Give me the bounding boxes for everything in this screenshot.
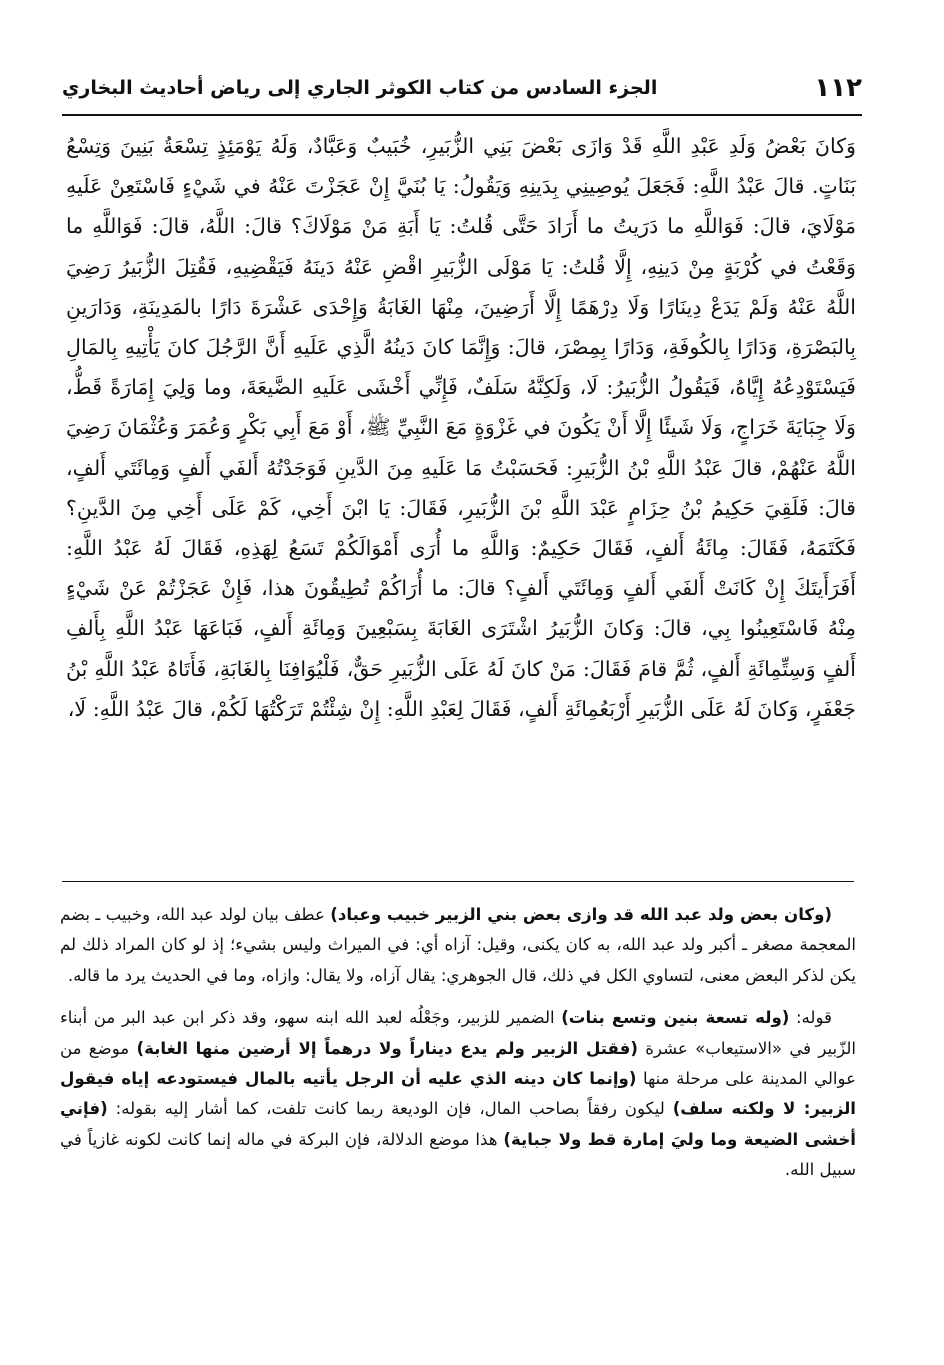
quoted-phrase: (وإنما كان دينه الذي عليه أن الرجل يأتيه بالمال فيستودعه إياه فيقول الزبير: لا ولكنه سلف) bbox=[60, 1069, 856, 1119]
commentary-paragraph-2 bbox=[60, 1003, 856, 1185]
quoted-phrase: (وكان بعض ولد عبد الله قد وازى بعض بني الزبير خبيب وعباد) bbox=[330, 905, 832, 924]
running-title: الجزء السادس من كتاب الكوثر الجاري إلى رياض أحاديث البخاري bbox=[62, 77, 658, 99]
commentary-text: موضع من عوالي المدينة على مرحلة منها bbox=[60, 1038, 856, 1089]
commentary-text: ليكون رفقاً بصاحب المال، فإن الوديعة ربما كانت تلفت، كما أشار إليه بقوله: bbox=[107, 1099, 673, 1119]
hadith-paragraph: وَكانَ بَعْضُ وَلَدِ عَبْدِ اللَّهِ قَدْ وَازَى بَعْضَ بَنِي الزُّبَيرِ، خُبَيبٌ وَعَبَّادٌ، وَلَهُ يَوْمَئِذٍ تِسْعَةُ بَنِينَ وَتِسْعُ بَنَاتٍ. قالَ عَبْدُ اللَّهِ: فَجَعَلَ يُوصِينِي بِدَينِهِ وَيَقُولُ: يَا بُنَيَّ إِنْ عَجَزْتَ عَنْهُ في شَيْءٍ فَاسْتَعِنْ عَلَيهِ مَوْلَايَ، قالَ: فَوَاللَّهِ ما دَرَيتُ ما أَرَادَ حَتَّى قُلتُ: يَا أَبَةِ مَنْ مَوْلَاكَ؟ قالَ: اللَّهُ، قالَ: فَوَاللَّهِ ما وَقَعْتُ في كُرْبَةٍ مِنْ دَينِهِ، إِلَّا قُلتُ: يَا مَوْلَى الزُّبَيرِ اقْضِ عَنْهُ دَينَهُ فَيَقْضِيهِ، فَقُتِلَ الزُّبَيرُ رَضِيَ اللَّهُ عَنْهُ وَلَمْ يَدَعْ دِينَارًا وَلَا دِرْهَمًا إِلَّا أَرَضِينَ، مِنْهَا الغَابَةُ وَإِحْدَى عَشْرَةَ دَارًا بالمَدِينَةِ، وَدَارَينِ بِالبَصْرَةِ، وَدَارًا بِالكُوفَةِ، وَدَارًا بِمِصْرَ، قالَ: وَإِنَّمَا كانَ دَينُهُ الَّذِي عَلَيهِ أَنَّ الرَّجُلَ كانَ يَأْتِيهِ بِالمَالِ فَيَسْتَوْدِعُهُ إِيَّاهُ، فَيَقُولُ الزُّبَيرُ: لَا، وَلَكِنَّهُ سَلَفٌ، فَإِنِّي أَخْشَى عَلَيهِ الضَّيعَةَ، وما وَلِيَ إِمَارَةً قَطُّ، وَلَا جِبَايَةَ خَرَاجٍ، وَلَا شَيئًا إِلَّا أَنْ يَكُونَ في غَزْوَةٍ مَعَ النَّبِيِّ ﷺ، أَوْ مَعَ أَبِي بَكْرٍ وَعُمَرَ وَعُثْمَانَ رَضِيَ اللَّهُ عَنْهُمْ، قالَ عَبْدُ اللَّهِ بْنُ الزُّبَيرِ: فَحَسَبْتُ مَا عَلَيهِ مِنَ الدَّينِ فَوَجَدْتُهُ أَلفَي أَلفٍ وَمِائَتَي أَلفٍ، قالَ: فَلَقِيَ حَكِيمُ بْنُ حِزَامٍ عَبْدَ اللَّهِ بْنَ الزُّبَيرِ، فَقَالَ: يَا ابْنَ أَخِي، كَمْ عَلَى أَخِي مِنَ الدَّينِ؟ فَكَتَمَهُ، فَقَالَ: مِائَةُ أَلفٍ، فَقَالَ حَكِيمٌ: وَاللَّهِ ما أُرَى أَمْوَالَكُمْ تَسَعُ لِهَذِهِ، فَقَالَ لَهُ عَبْدُ اللَّهِ: أَفَرَأَيتَكَ إِنْ كَانَتْ أَلفَي أَلفٍ وَمِائَتَي أَلفٍ؟ قالَ: ما أُرَاكُمْ تُطِيقُونَ هذا، فَإِنْ عَجَزْتُمْ عَنْ شَيْءٍ مِنْهُ فَاسْتَعِينُوا بِي، قالَ: وَكانَ الزُّبَيرُ اشْتَرَى الغَابَةَ بِسَبْعِينَ وَمِائَةِ أَلفٍ، فَبَاعَهَا عَبْدُ اللَّهِ بِأَلفِ أَلفٍ وَسِتِّمِائَةِ أَلفٍ، ثُمَّ قامَ فَقَالَ: مَنْ كانَ لَهُ عَلَى الزُّبَيرِ حَقٌّ، فَلْيُوَافِنَا بِالغَابَةِ، فَأَتَاهُ عَبْدُ اللَّهِ بْنُ جَعْفَرٍ، وَكانَ لَهُ عَلَى الزُّبَيرِ أَرْبَعُمِائَةِ أَلفٍ، فَقَالَ لِعَبْدِ اللَّهِ: إِنْ شِئْتُمْ تَرَكْتُهَا لَكُمْ، قالَ عَبْدُ اللَّهِ: لَا، bbox=[66, 134, 856, 721]
commentary-text: قوله: bbox=[789, 1008, 832, 1028]
hadith-text bbox=[66, 126, 856, 729]
quoted-phrase: (وله تسعة بنين وتسع بنات) bbox=[561, 1008, 790, 1028]
quoted-phrase: (فقتل الزبير ولم يدع ديناراً ولا درهماً إلا أرضين منها الغابة) bbox=[136, 1038, 638, 1058]
footnote-divider bbox=[62, 881, 854, 882]
commentary-text: عطف بيان لولد عبد الله، وخبيب ـ بضم المعجمة مصغر ـ أكبر ولد عبد الله، به كان يكنى، وقيل: آزاه أي: في الميراث وليس بشيء؛ إذ لو كان المراد ذلك لم يكن لذكر البعض معنى، لتساوي الكل في ذلك، قال الجوهري: يقال آزاه، ولا يقال: وازاه، وما في الحديث يرد ما قاله. bbox=[60, 905, 856, 985]
commentary-text: هذا موضع الدلالة، فإن البركة في ماله إنما كانت لكونه غازياً في سبيل الله. bbox=[60, 1129, 856, 1180]
commentary-paragraph-1 bbox=[60, 900, 856, 991]
commentary bbox=[60, 900, 856, 1186]
quoted-phrase: (فإني أخشى الضيعة وما وليَ إمارة قط ولا جباية) bbox=[60, 1099, 856, 1149]
page-header bbox=[62, 68, 862, 108]
commentary-text: الضمير للزبير، وجَعْلُه لعبد الله ابنه سهو، وقد ذكر ابن عبد البر من أبناء الزّبير في «الاستيعاب» عشرة bbox=[60, 1008, 857, 1058]
header-rule bbox=[62, 114, 862, 116]
page-number: ١١٢ bbox=[814, 73, 862, 103]
